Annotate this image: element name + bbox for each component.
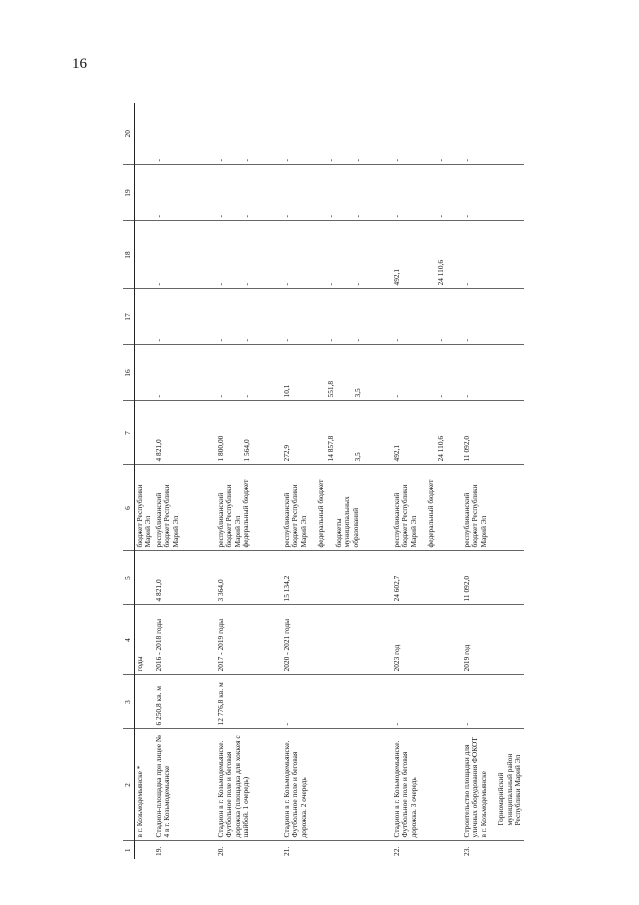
col-num-17: 17 — [123, 289, 134, 345]
value-col-19 — [216, 165, 282, 221]
value: - — [215, 395, 225, 398]
object-total: 15 134,2 — [282, 551, 392, 605]
object-total: 24 602,7 — [392, 551, 462, 605]
continuation-period: годы — [134, 605, 154, 675]
value-col-17 — [392, 289, 462, 345]
value: - — [352, 283, 362, 286]
value-col-20: - — [462, 103, 524, 165]
value: 10,1 — [281, 384, 291, 398]
object-name: Стадион в г. Козьмодемьянске. Футбольное поле и беговая дорожка. 3 очередь — [392, 729, 462, 841]
value-col-16 — [282, 345, 392, 401]
section-subheading: Горномарийский муниципальный район Республики Марий Эл — [496, 753, 522, 826]
value: 551,8 — [326, 380, 335, 398]
value-col-17 — [216, 289, 282, 345]
col-num-3: 3 — [123, 675, 134, 729]
row-number: 21. — [281, 846, 291, 856]
funding-source: республиканский бюджет Республики Марий Эл — [154, 465, 216, 551]
value: - — [242, 283, 251, 286]
value: - — [281, 339, 291, 342]
value: 3,5 — [352, 388, 362, 398]
col-num-6: 6 — [123, 465, 134, 551]
row-number: 20. — [215, 846, 225, 856]
value: - — [215, 215, 225, 218]
value: - — [352, 339, 362, 342]
funding-source: республиканский бюджет Республики Марий Эл — [215, 484, 242, 548]
col-num-20: 20 — [123, 103, 134, 165]
value: - — [215, 159, 225, 162]
object-name: Строительство площадки для уличных оборудования ФОКОТ в г. Козьмодемьянске — [461, 737, 488, 838]
value-col-17: - — [154, 289, 216, 345]
funding-source: республиканский бюджет Республики Марий Эл — [391, 484, 418, 548]
value-col-7 — [392, 401, 462, 465]
object-total: 11 092,0 — [462, 551, 524, 605]
value: - — [326, 215, 335, 218]
value-col-16 — [216, 345, 282, 401]
value-col-17: - — [462, 289, 524, 345]
object-area: - — [462, 675, 524, 729]
value: 14 857,8 — [326, 435, 335, 462]
funding-source: республиканский бюджет Республики Марий Эл — [462, 465, 524, 551]
table-row — [462, 103, 524, 859]
value: - — [391, 159, 401, 162]
object-total: 4 821,0 — [154, 551, 216, 605]
value-col-20 — [392, 103, 462, 165]
value: - — [242, 395, 251, 398]
value: - — [281, 159, 291, 162]
value: - — [326, 159, 335, 162]
value-col-19 — [282, 165, 392, 221]
continuation-source: бюджет Республики Марий Эл — [134, 465, 154, 551]
funding-sources — [282, 465, 392, 551]
value: - — [215, 283, 225, 286]
value: - — [242, 159, 251, 162]
continuation-name: в г. Козьмодемьянске * — [134, 729, 154, 841]
col-num-18: 18 — [123, 221, 134, 289]
value-col-19: - — [154, 165, 216, 221]
col-num-4: 4 — [123, 605, 134, 675]
col-num-19: 19 — [123, 165, 134, 221]
value: - — [281, 283, 291, 286]
value-col-7: 4 821,0 — [154, 401, 216, 465]
funding-source: республиканский бюджет Республики Марий Эл — [281, 484, 308, 548]
object-total: 3 364,0 — [216, 551, 282, 605]
funding-source: бюджеты муниципальных образований — [333, 496, 360, 548]
value-col-16: - — [154, 345, 216, 401]
object-area: 12 776,8 кв. м — [216, 675, 282, 729]
object-name-cell — [462, 729, 524, 841]
value-col-18 — [392, 221, 462, 289]
object-area: 6 250,8 кв. м — [154, 675, 216, 729]
value: - — [326, 283, 335, 286]
value-col-18: - — [154, 221, 216, 289]
value-col-20 — [282, 103, 392, 165]
value: - — [391, 339, 401, 342]
value: - — [215, 339, 225, 342]
row-number: 23. — [461, 846, 471, 856]
col-num-7: 7 — [123, 401, 134, 465]
table-row — [154, 103, 216, 859]
object-name: Стадион в г. Козьмодемьянске. Футбольное поле и беговая дорожка. 2 очередь — [282, 729, 392, 841]
value-col-20: - — [154, 103, 216, 165]
value: 272,9 — [281, 444, 291, 462]
object-name: Стадион в г. Козьмодемьянске. Футбольное поле и беговая дорожка (площадка для хоккея с шайбой. 1 очередь) — [216, 729, 282, 841]
value-col-7 — [216, 401, 282, 465]
value: 1 564,0 — [242, 439, 251, 462]
row-number: 19. — [153, 846, 163, 856]
value-col-18 — [282, 221, 392, 289]
value-col-18: - — [462, 221, 524, 289]
row-number: 22. — [391, 846, 401, 856]
object-period: 2017 - 2019 годы — [216, 605, 282, 675]
value: - — [436, 159, 445, 162]
funding-source: федеральный бюджет — [241, 479, 250, 548]
object-area: - — [282, 675, 392, 729]
value: - — [391, 215, 401, 218]
value: 492,1 — [391, 268, 401, 286]
object-period: 2016 - 2018 годы — [154, 605, 216, 675]
col-num-1: 1 — [123, 841, 134, 859]
col-num-2: 2 — [123, 729, 134, 841]
table-row — [282, 103, 392, 859]
value: - — [436, 339, 445, 342]
funding-source: федеральный бюджет — [316, 479, 325, 548]
funding-sources — [216, 465, 282, 551]
value-col-7 — [282, 401, 392, 465]
value: - — [391, 395, 401, 398]
value-col-18 — [216, 221, 282, 289]
value: - — [352, 159, 362, 162]
value: 24 110,6 — [436, 259, 445, 286]
object-period: 2020 - 2021 годы — [282, 605, 392, 675]
value: 3,5 — [352, 452, 362, 462]
object-area: - — [392, 675, 462, 729]
value: 24 110,6 — [436, 435, 445, 462]
table-row — [392, 103, 462, 859]
value: - — [352, 215, 362, 218]
value-col-19: - — [462, 165, 524, 221]
value: - — [242, 339, 251, 342]
funding-sources — [392, 465, 462, 551]
rotated-table-container — [123, 113, 522, 859]
value: 1 800,00 — [215, 435, 225, 462]
object-name: Стадион-площадка при лицее № 4 в г. Козьмодемьянске — [154, 729, 216, 841]
value-col-16 — [392, 345, 462, 401]
value: - — [436, 215, 445, 218]
value-col-20 — [216, 103, 282, 165]
funding-source: федеральный бюджет — [426, 479, 435, 548]
table-row — [216, 103, 282, 859]
object-period: 2023 год — [392, 605, 462, 675]
value: - — [242, 215, 251, 218]
value-col-16: - — [462, 345, 524, 401]
value-col-17 — [282, 289, 392, 345]
program-table — [123, 103, 524, 859]
continuation-row — [134, 103, 154, 859]
value: - — [281, 215, 291, 218]
column-number-row — [123, 103, 134, 859]
value-col-19 — [392, 165, 462, 221]
object-period: 2019 год — [462, 605, 524, 675]
value: - — [436, 395, 445, 398]
value: 492,1 — [391, 444, 401, 462]
col-num-5: 5 — [123, 551, 134, 605]
value: - — [326, 339, 335, 342]
page-number: 16 — [72, 56, 87, 72]
col-num-16: 16 — [123, 345, 134, 401]
value-col-7: 11 092,0 — [462, 401, 524, 465]
